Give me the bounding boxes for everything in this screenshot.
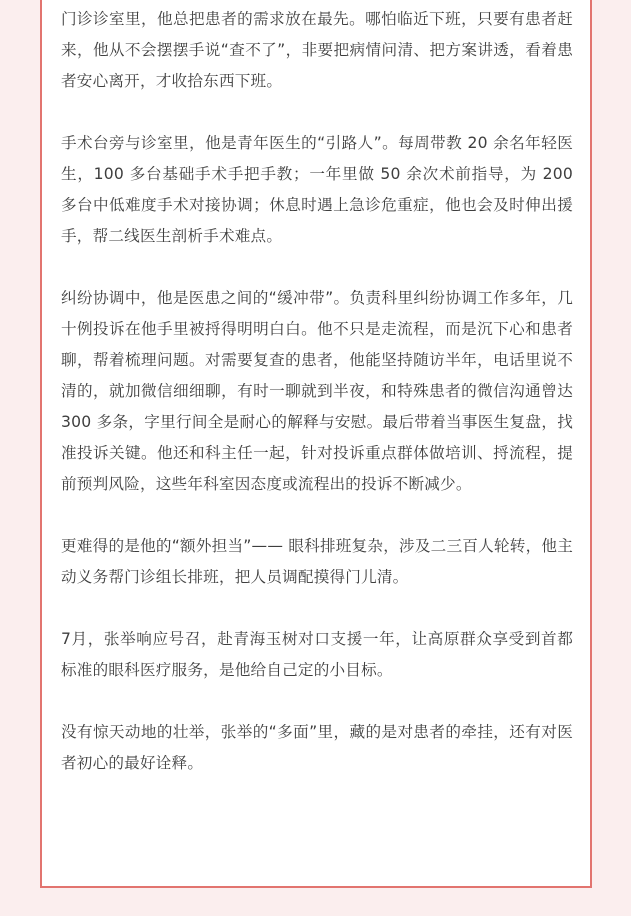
paragraph-scheduling: 更难得的是他的“额外担当”—— 眼科排班复杂，涉及二三百人轮转，他主动义务帮门诊组长排班，把人员调配摸得门儿清。	[61, 537, 573, 586]
paragraph-dispute: 纠纷协调中，他是医患之间的“缓冲带”。负责科里纠纷协调工作多年，几十例投诉在他手里被捋得明明白白。他不只是走流程，而是沉下心和患者聊，帮着梳理问题。对需要复查的患者，他能坚持随访半年，电话里说不清的，就加微信细细聊，有时一聊就到半夜，和特殊患者的微信沟通曾达 300 多条，字里行间全是耐心的解释与安慰。最后带着当事医生复盘，找准投诉关键。他还和科主任一起，针对投诉重点群体做培训、捋流程，提前预判风险，这些年科室因态度或流程出的投诉不断减少。	[61, 289, 573, 493]
article-body	[61, 4, 573, 810]
article-card	[40, 0, 592, 888]
paragraph-qinghai: 7月，张举响应号召，赴青海玉树对口支援一年，让高原群众享受到首都标准的眼科医疗服务，是他给自己定的小目标。	[61, 630, 573, 679]
paragraph-conclusion: 没有惊天动地的壮举，张举的“多面”里，藏的是对患者的牵挂，还有对医者初心的最好诠释。	[61, 723, 573, 772]
paragraph-mentor: 手术台旁与诊室里，他是青年医生的“引路人”。每周带教 20 余名年轻医生，100 多台基础手术手把手教；一年里做 50 余次术前指导，为 200 多台中低难度手术对接协调；休息时遇上急诊危重症，他也会及时伸出援手，帮二线医生剖析手术难点。	[61, 134, 573, 245]
paragraph-clinic: 门诊诊室里，他总把患者的需求放在最先。哪怕临近下班，只要有患者赶来，他从不会摆摆手说“查不了”，非要把病情问清、把方案讲透，看着患者安心离开，才收拾东西下班。	[61, 10, 573, 90]
